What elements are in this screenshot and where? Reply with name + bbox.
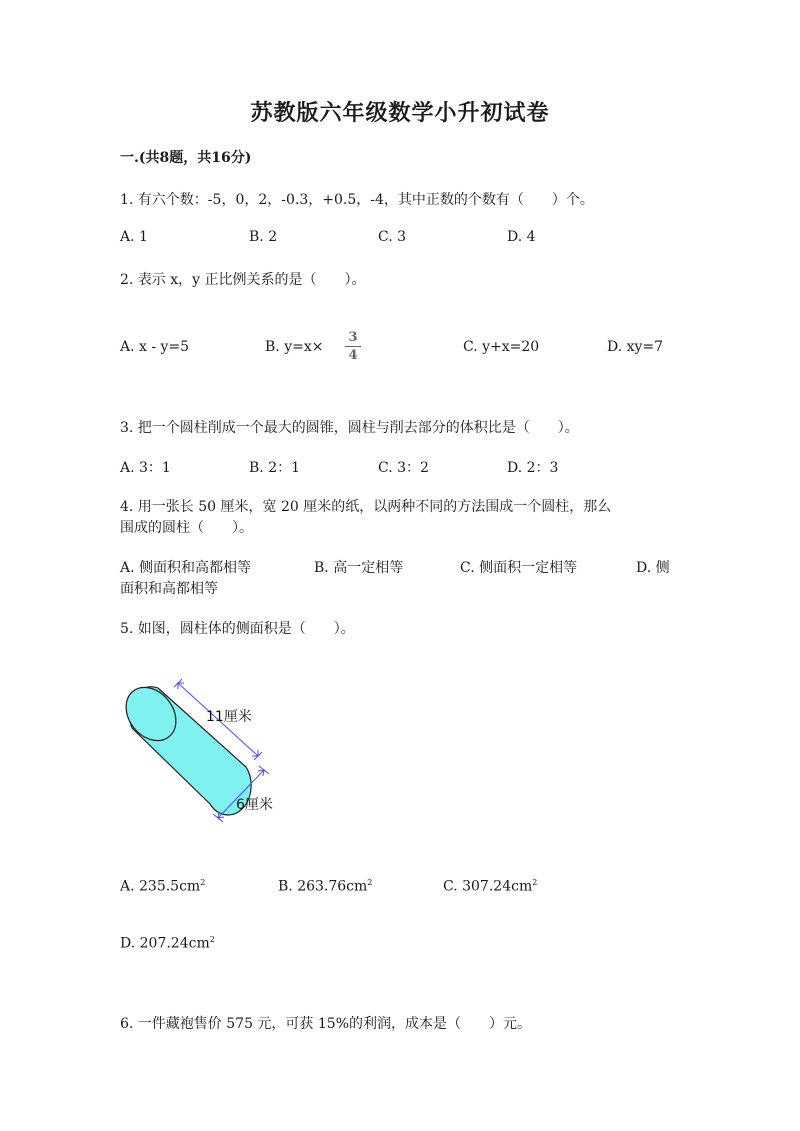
question-2-option-b: B. y=x× <box>265 339 324 355</box>
question-3-option-c: C. 3：2 <box>378 460 429 476</box>
question-5-option-a <box>120 878 205 895</box>
question-5-option-d-text: D. 207.24cm <box>120 935 210 952</box>
question-3-text: 3. 把一个圆柱削成一个最大的圆锥，圆柱与削去部分的体积比是（ ）。 <box>120 420 579 436</box>
fraction-three-quarters <box>345 330 361 363</box>
fraction-denominator: 4 <box>348 348 358 363</box>
question-2-text: 2. 表示 x，y 正比例关系的是（ ）。 <box>120 272 366 288</box>
question-1-option-a: A. 1 <box>120 229 148 245</box>
question-1-option-c: C. 3 <box>378 229 407 245</box>
question-2-option-a: A. x - y=5 <box>120 339 190 355</box>
question-4-option-a: A. 侧面积和高都相等 <box>120 560 252 576</box>
question-1-text: 1. 有六个数：-5，0，2，-0.3，+0.5，-4，其中正数的个数有（ ）个。 <box>120 192 594 208</box>
unit-superscript: 2 <box>367 878 373 887</box>
question-5-option-c-text: C. 307.24cm <box>443 878 533 895</box>
question-5-option-b <box>278 878 372 895</box>
length-label: 11厘米 <box>206 709 252 725</box>
question-5-option-d <box>120 935 215 952</box>
question-6-text: 6. 一件藏袍售价 575 元，可获 15%的利润，成本是（ ）元。 <box>120 1016 531 1032</box>
question-2-option-c: C. y+x=20 <box>463 339 540 355</box>
question-5-text: 5. 如图，圆柱体的侧面积是（ ）。 <box>120 621 355 637</box>
question-3-option-b: B. 2：1 <box>249 460 301 476</box>
cylinder-body <box>118 678 251 815</box>
question-4-option-c: C. 侧面积一定相等 <box>460 560 578 576</box>
unit-superscript: 2 <box>200 878 206 887</box>
question-5-option-c <box>443 878 537 895</box>
question-4-text-line-2: 围成的圆柱（ ）。 <box>120 520 253 536</box>
question-3-option-d: D. 2：3 <box>507 460 559 476</box>
unit-superscript: 2 <box>209 935 215 944</box>
question-4-option-d: D. 侧 <box>636 560 670 576</box>
fraction-bar <box>345 346 361 347</box>
question-1-option-b: B. 2 <box>249 229 278 245</box>
unit-superscript: 2 <box>532 878 538 887</box>
page-title: 苏教版六年级数学小升初试卷 <box>250 100 550 126</box>
question-5-option-a-text: A. 235.5cm <box>120 878 201 895</box>
diameter-label: 6厘米 <box>236 797 273 813</box>
section-heading: 一.(共8题，共16分) <box>120 150 252 166</box>
fraction-numerator: 3 <box>348 330 358 345</box>
question-5-option-b-text: B. 263.76cm <box>278 878 368 895</box>
question-4-text-line-1: 4. 用一张长 50 厘米，宽 20 厘米的纸，以两种不同的方法围成一个圆柱，那么 <box>120 499 612 515</box>
cylinder-figure <box>118 670 298 835</box>
question-4-option-d-continued: 面积和高都相等 <box>120 581 218 597</box>
question-3-option-a: A. 3：1 <box>120 460 171 476</box>
question-2-option-d: D. xy=7 <box>607 339 664 355</box>
question-4-option-b: B. 高一定相等 <box>314 560 404 576</box>
question-1-option-d: D. 4 <box>507 229 536 245</box>
